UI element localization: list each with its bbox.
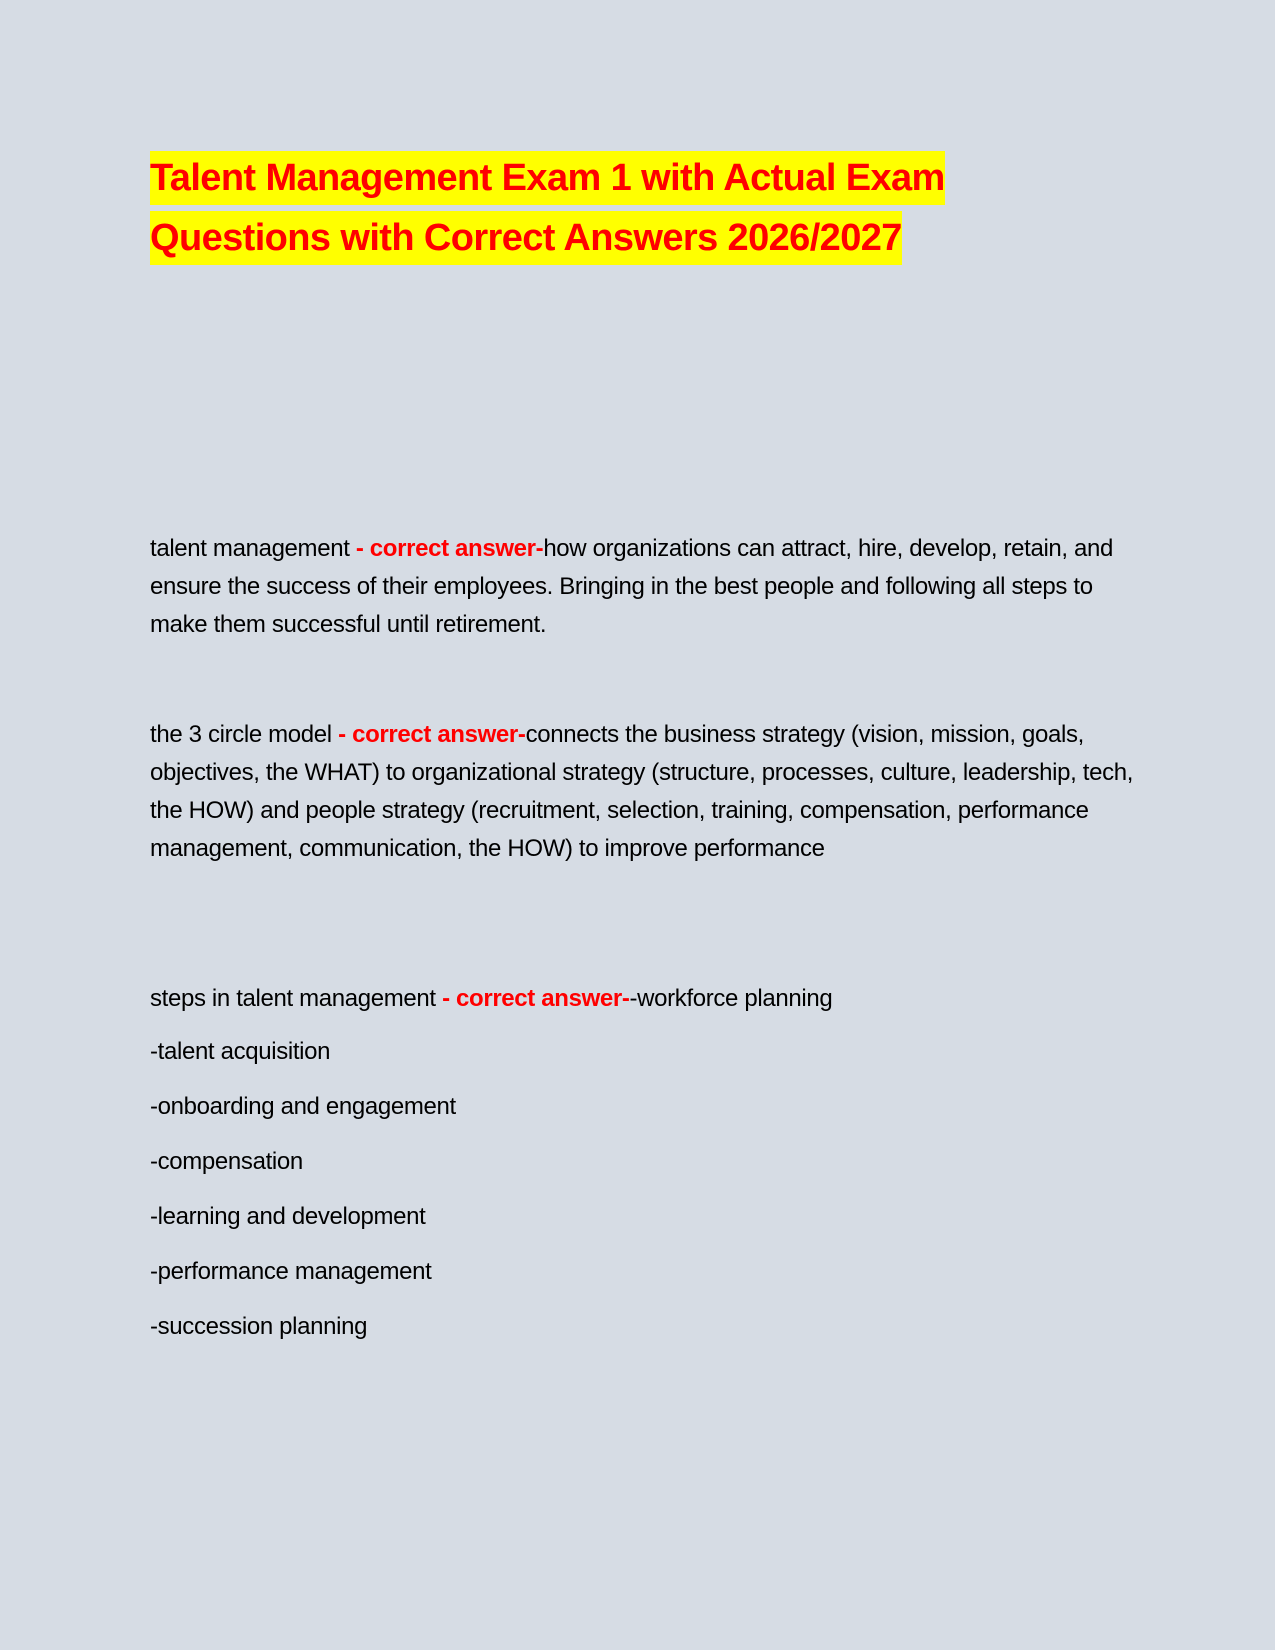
qa-answer: connects the business strategy (vision, mission, goals, objectives, the WHAT) to organizational strategy (structure, processes, culture, leadership, tech, the HOW) and people strategy (recruitment, selection, training, compensation, performance management, communication, the HOW) to improve performance (150, 721, 1134, 862)
qa-entry-steps-in-talent-management (150, 980, 1135, 1018)
qa-entry-talent-management (150, 530, 1135, 644)
qa-entry-3-circle-model (150, 716, 1135, 868)
correct-answer-marker: - correct answer- (338, 721, 526, 748)
correct-answer-marker: - correct answer- (355, 535, 544, 562)
steps-list-item: -succession planning (150, 1313, 368, 1340)
steps-list-item: -onboarding and engagement (150, 1093, 456, 1120)
qa-term: the 3 circle model (150, 721, 339, 748)
correct-answer-marker: - correct answer- (442, 985, 630, 1012)
steps-list (150, 1033, 456, 1363)
qa-term: steps in talent management (150, 985, 443, 1012)
steps-list-item: -learning and development (150, 1203, 426, 1230)
qa-term: talent management (150, 535, 356, 562)
title-line-1: Talent Management Exam 1 with Actual Exam (150, 151, 945, 205)
steps-list-item: -compensation (150, 1148, 303, 1175)
steps-list-item: -talent acquisition (150, 1038, 331, 1065)
document-title (150, 148, 1050, 268)
steps-list-item: -performance management (150, 1258, 432, 1285)
qa-answer: how organizations can attract, hire, develop, retain, and ensure the success of their employees. Bringing in the best people and following all steps to make them successful until retirement. (150, 535, 1114, 638)
title-line-2: Questions with Correct Answers 2026/2027 (150, 211, 902, 265)
qa-answer: -workforce planning (629, 985, 833, 1012)
